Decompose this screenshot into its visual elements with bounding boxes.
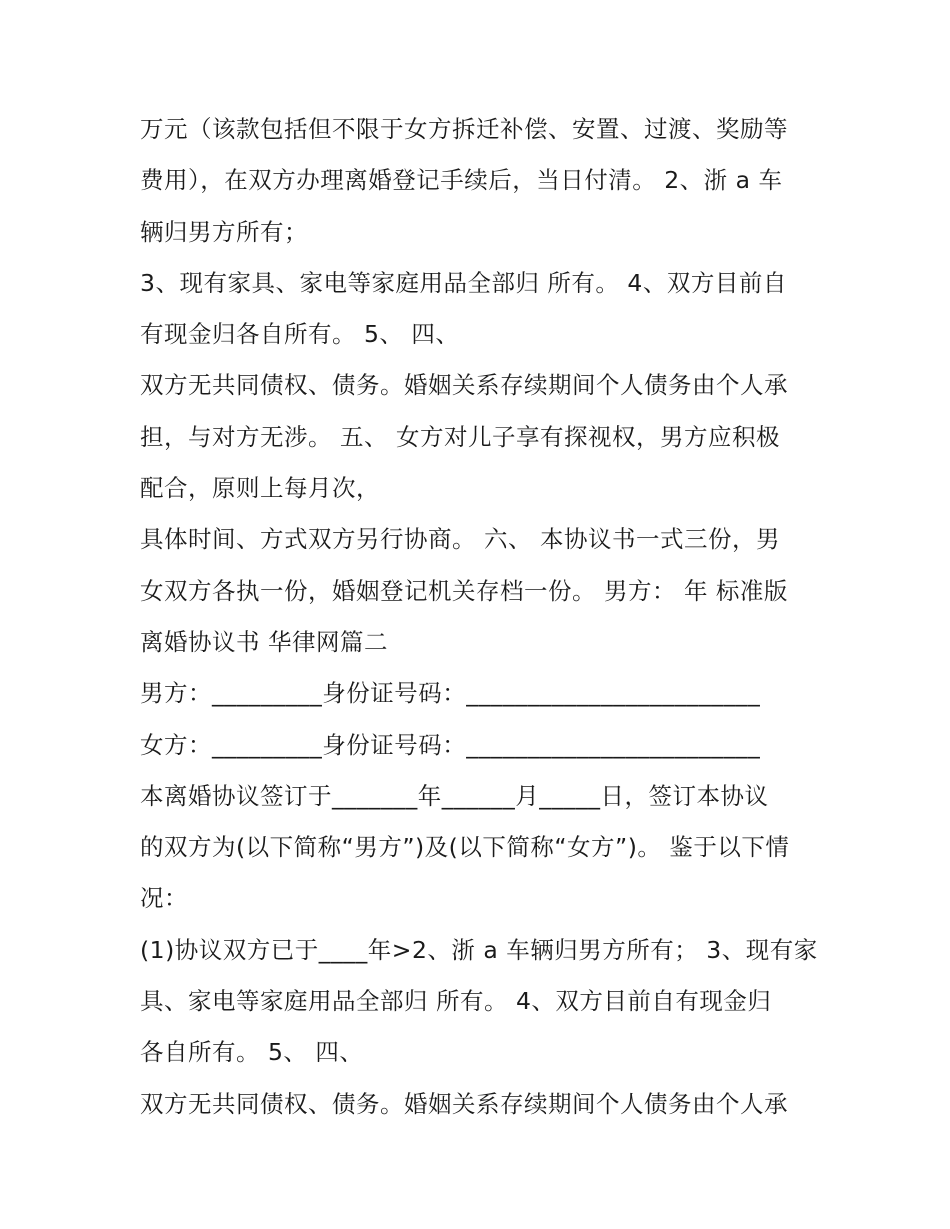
text-line: 辆归男方所有； xyxy=(140,217,308,246)
text-line: 具、家电等家庭用品全部归 所有。 4、双方目前自有现金归 xyxy=(140,987,772,1016)
text-line: 况： xyxy=(140,884,188,913)
husband-id-line: 男方：_________身份证号码：________________________ xyxy=(140,679,761,708)
text-line: 女双方各执一份，婚姻登记机关存档一份。 男方： 年 标准版 xyxy=(140,576,788,605)
signing-date-line: 本离婚协议签订于_______年______月_____日，签订本协议 xyxy=(140,781,769,810)
text-line: 离婚协议书 华律网篇二 xyxy=(140,627,388,656)
document-body xyxy=(140,104,820,1130)
text-line: 配合，原则上每月次， xyxy=(140,474,380,503)
text-line: 双方无共同债权、债务。婚姻关系存续期间个人债务由个人承 xyxy=(140,371,788,400)
text-line: 3、现有家具、家电等家庭用品全部归 所有。 4、双方目前自 xyxy=(140,268,787,297)
text-line: 的双方为(以下简称“男方”)及(以下简称“女方”)。 鉴于以下情 xyxy=(140,833,790,862)
text-line: 有现金归各自所有。 5、 四、 xyxy=(140,320,460,349)
wife-id-line: 女方：_________身份证号码：________________________ xyxy=(140,730,761,759)
text-line: 费用），在双方办理离婚登记手续后，当日付清。 2、浙 a 车 xyxy=(140,166,783,195)
text-line: 万元（该款包括但不限于女方拆迁补偿、安置、过渡、奖励等 xyxy=(140,115,788,143)
text-line: 担，与对方无涉。 五、 女方对儿子享有探视权，男方应积极 xyxy=(140,422,780,451)
text-line: 具体时间、方式双方另行协商。 六、 本协议书一式三份，男 xyxy=(140,525,780,554)
text-line: 双方无共同债权、债务。婚姻关系存续期间个人债务由个人承 xyxy=(140,1089,788,1118)
text-line: (1)协议双方已于____年>2、浙 a 车辆归男方所有； 3、现有家 xyxy=(140,935,818,964)
text-line: 各自所有。 5、 四、 xyxy=(140,1038,364,1067)
